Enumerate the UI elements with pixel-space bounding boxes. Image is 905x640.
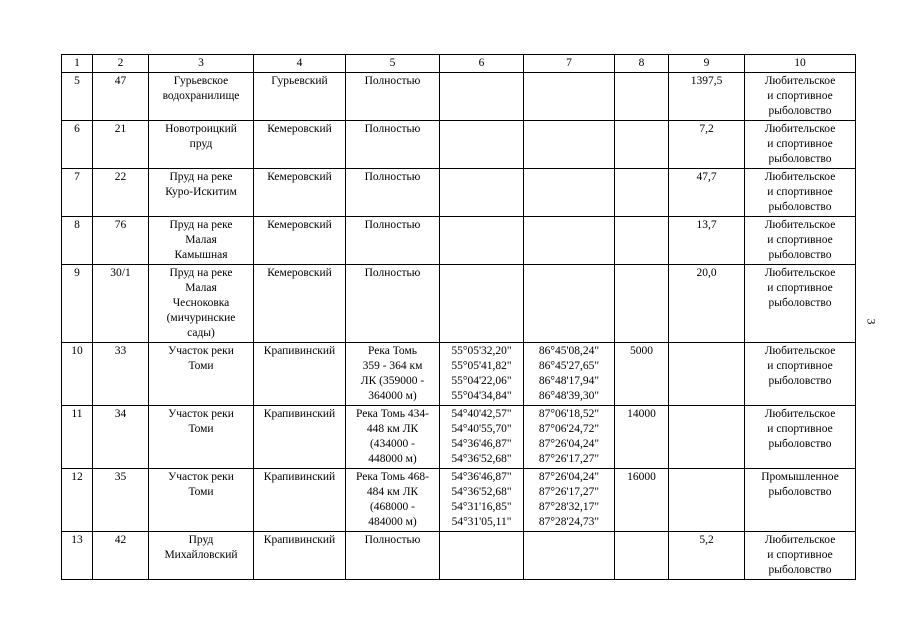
cell-line: Река Томь 468- [356,471,429,483]
table-row [62,265,856,343]
cell-col-10 [745,343,856,406]
cell-line: Чесноковка [172,297,230,309]
cell-col-5 [346,217,440,265]
cell-line: Любительское [764,123,836,135]
cell-line: 87°06'18,52" [538,408,600,420]
cell-col-1: 6 [62,121,93,169]
cell-col-7 [524,532,615,580]
cell-col-4: Кемеровский [254,169,346,217]
header-cell: 10 [745,55,856,73]
cell-col-8 [615,217,669,265]
cell-line: рыболовство [768,249,832,261]
cell-line: ЛК (359000 - [360,375,425,387]
cell-col-4: Крапивинский [254,343,346,406]
cell-line: Куро-Искитим [165,186,237,198]
cell-col-2: 47 [93,73,149,121]
cell-line: Любительское [764,219,836,231]
table-row [62,532,856,580]
cell-line: Полностью [364,171,421,183]
table-header-row [62,55,856,73]
cell-line: Малая [185,234,217,246]
cell-line: Участок реки [168,345,234,357]
cell-col-4: Кемеровский [254,121,346,169]
cell-line: 87°26'04,24" [538,438,600,450]
cell-col-6 [440,121,524,169]
cell-line: Новотроицкий [165,123,237,135]
cell-col-10 [745,532,856,580]
cell-col-10 [745,217,856,265]
cell-line: 364000 м) [368,390,417,402]
cell-line: и спортивное [767,234,833,246]
cell-line: Михайловский [164,549,238,561]
cell-col-5 [346,406,440,469]
cell-col-2: 76 [93,217,149,265]
cell-col-1: 5 [62,73,93,121]
cell-col-9: 1397,5 [669,73,745,121]
cell-col-2: 30/1 [93,265,149,343]
header-cell: 5 [346,55,440,73]
cell-line: Участок реки [168,408,234,420]
header-cell: 8 [615,55,669,73]
cell-col-9: 5,2 [669,532,745,580]
cell-line: 87°28'32,17" [538,501,600,513]
cell-col-9 [669,469,745,532]
cell-line: 359 - 364 км [362,360,423,372]
cell-line: рыболовство [768,201,832,213]
cell-col-1: 12 [62,469,93,532]
cell-line: Любительское [764,75,836,87]
cell-col-2: 22 [93,169,149,217]
cell-line: 54°40'55,70" [451,423,512,435]
cell-line: 54°36'46,87" [451,438,512,450]
cell-col-5 [346,469,440,532]
cell-line: Томи [188,486,214,498]
cell-col-4: Гурьевский [254,73,346,121]
header-cell: 1 [62,55,93,73]
cell-col-3 [149,73,254,121]
cell-col-6 [440,406,524,469]
cell-line: Река Томь 434- [356,408,429,420]
cell-col-3 [149,121,254,169]
cell-line: 87°26'04,24" [538,471,600,483]
cell-line: Томи [188,423,214,435]
cell-line: рыболовство [768,564,832,576]
cell-line: 54°36'46,87" [451,471,512,483]
cell-col-8 [615,121,669,169]
cell-col-6 [440,343,524,406]
cell-line: 87°06'24,72" [538,423,600,435]
cell-col-6 [440,532,524,580]
cell-line: 55°05'32,20" [451,345,512,357]
cell-line: Промышленное [761,471,839,483]
fishing-areas-table [61,54,856,580]
cell-col-7 [524,265,615,343]
header-cell: 3 [149,55,254,73]
cell-line: 87°28'24,73" [538,516,600,528]
cell-line: Полностью [364,219,421,231]
cell-line: Гурьевское [173,75,229,87]
cell-col-8: 5000 [615,343,669,406]
cell-line: и спортивное [767,549,833,561]
cell-line: Любительское [764,267,836,279]
cell-line: водохранилище [162,90,240,102]
cell-col-7 [524,169,615,217]
cell-line: Пруд [188,534,214,546]
cell-line: (434000 - [369,438,416,450]
cell-line: Полностью [364,267,421,279]
cell-line: и спортивное [767,90,833,102]
cell-col-4: Крапивинский [254,532,346,580]
cell-line: и спортивное [767,360,833,372]
cell-line: Любительское [764,345,836,357]
cell-col-3 [149,469,254,532]
header-cell: 2 [93,55,149,73]
cell-col-8 [615,532,669,580]
cell-line: 54°40'42,57" [451,408,512,420]
cell-col-9 [669,406,745,469]
cell-col-2: 33 [93,343,149,406]
cell-line: 448 км ЛК [366,423,419,435]
cell-line: 86°48'17,94" [538,375,600,387]
cell-col-2: 35 [93,469,149,532]
cell-line: и спортивное [767,423,833,435]
table-row [62,343,856,406]
page-number: 3 [864,318,879,325]
cell-line: рыболовство [768,297,832,309]
cell-col-3 [149,217,254,265]
cell-col-9: 13,7 [669,217,745,265]
table-row [62,217,856,265]
cell-col-10 [745,169,856,217]
table-row [62,169,856,217]
cell-col-3 [149,532,254,580]
cell-col-1: 13 [62,532,93,580]
cell-col-1: 10 [62,343,93,406]
cell-line: рыболовство [768,153,832,165]
cell-col-1: 7 [62,169,93,217]
cell-col-8 [615,265,669,343]
cell-col-7 [524,343,615,406]
header-cell: 4 [254,55,346,73]
cell-line: 55°05'41,82" [451,360,512,372]
cell-line: Камышная [174,249,228,261]
cell-col-6 [440,469,524,532]
cell-col-3 [149,265,254,343]
cell-line: Участок реки [168,471,234,483]
cell-col-1: 8 [62,217,93,265]
cell-line: (мичуринские [166,312,236,324]
cell-line: 448000 м) [368,453,417,465]
cell-col-7 [524,73,615,121]
cell-col-4: Крапивинский [254,469,346,532]
cell-line: Малая [185,282,217,294]
header-cell: 9 [669,55,745,73]
cell-line: Полностью [364,75,421,87]
cell-line: Любительское [764,534,836,546]
cell-col-4: Крапивинский [254,406,346,469]
cell-col-5 [346,532,440,580]
cell-line: Пруд на реке [169,219,233,231]
cell-col-10 [745,265,856,343]
cell-col-1: 11 [62,406,93,469]
cell-col-9 [669,343,745,406]
cell-line: Пруд на реке [169,267,233,279]
cell-col-5 [346,343,440,406]
cell-col-10 [745,469,856,532]
cell-col-8 [615,169,669,217]
cell-line: Река Томь [368,345,417,357]
cell-col-5 [346,169,440,217]
cell-col-6 [440,73,524,121]
table-row [62,121,856,169]
cell-line: 484000 м) [368,516,417,528]
cell-col-4: Кемеровский [254,265,346,343]
cell-col-7 [524,217,615,265]
cell-col-10 [745,121,856,169]
cell-col-5 [346,73,440,121]
cell-line: 55°04'22,06" [451,375,512,387]
cell-col-8: 16000 [615,469,669,532]
header-cell: 6 [440,55,524,73]
table-row [62,469,856,532]
cell-col-9: 47,7 [669,169,745,217]
cell-line: 54°31'05,11" [451,516,512,528]
cell-col-2: 21 [93,121,149,169]
cell-line: Любительское [764,408,836,420]
cell-line: Полностью [364,534,421,546]
cell-col-4: Кемеровский [254,217,346,265]
cell-line: рыболовство [768,486,832,498]
cell-col-9: 7,2 [669,121,745,169]
cell-line: и спортивное [767,138,833,150]
cell-line: Любительское [764,171,836,183]
cell-col-6 [440,169,524,217]
cell-col-8: 14000 [615,406,669,469]
cell-col-3 [149,343,254,406]
cell-col-8 [615,73,669,121]
cell-line: 54°31'16,85" [451,501,512,513]
cell-col-7 [524,406,615,469]
cell-line: рыболовство [768,438,832,450]
cell-line: сады) [187,327,215,339]
cell-line: 87°26'17,27" [538,486,600,498]
cell-line: 484 км ЛК [366,486,419,498]
table-row [62,406,856,469]
header-cell: 7 [524,55,615,73]
cell-line: и спортивное [767,282,833,294]
cell-line: 87°26'17,27" [538,453,600,465]
cell-col-10 [745,406,856,469]
cell-line: Пруд на реке [169,171,233,183]
cell-col-6 [440,265,524,343]
cell-col-9: 20,0 [669,265,745,343]
cell-col-3 [149,169,254,217]
cell-line: 86°48'39,30" [538,390,600,402]
cell-line: рыболовство [768,375,832,387]
cell-col-7 [524,121,615,169]
cell-col-2: 34 [93,406,149,469]
cell-col-5 [346,121,440,169]
cell-col-1: 9 [62,265,93,343]
cell-line: 54°36'52,68" [451,453,512,465]
cell-line: и спортивное [767,186,833,198]
cell-line: 86°45'27,65" [538,360,600,372]
cell-col-5 [346,265,440,343]
cell-line: (468000 - [369,501,416,513]
cell-col-2: 42 [93,532,149,580]
table-row [62,73,856,121]
cell-line: Томи [188,360,214,372]
cell-line: пруд [189,138,213,150]
cell-col-7 [524,469,615,532]
cell-col-3 [149,406,254,469]
cell-line: 55°04'34,84" [451,390,512,402]
cell-col-10 [745,73,856,121]
cell-line: 54°36'52,68" [451,486,512,498]
cell-line: рыболовство [768,105,832,117]
cell-line: Полностью [364,123,421,135]
cell-line: 86°45'08,24" [538,345,600,357]
cell-col-6 [440,217,524,265]
